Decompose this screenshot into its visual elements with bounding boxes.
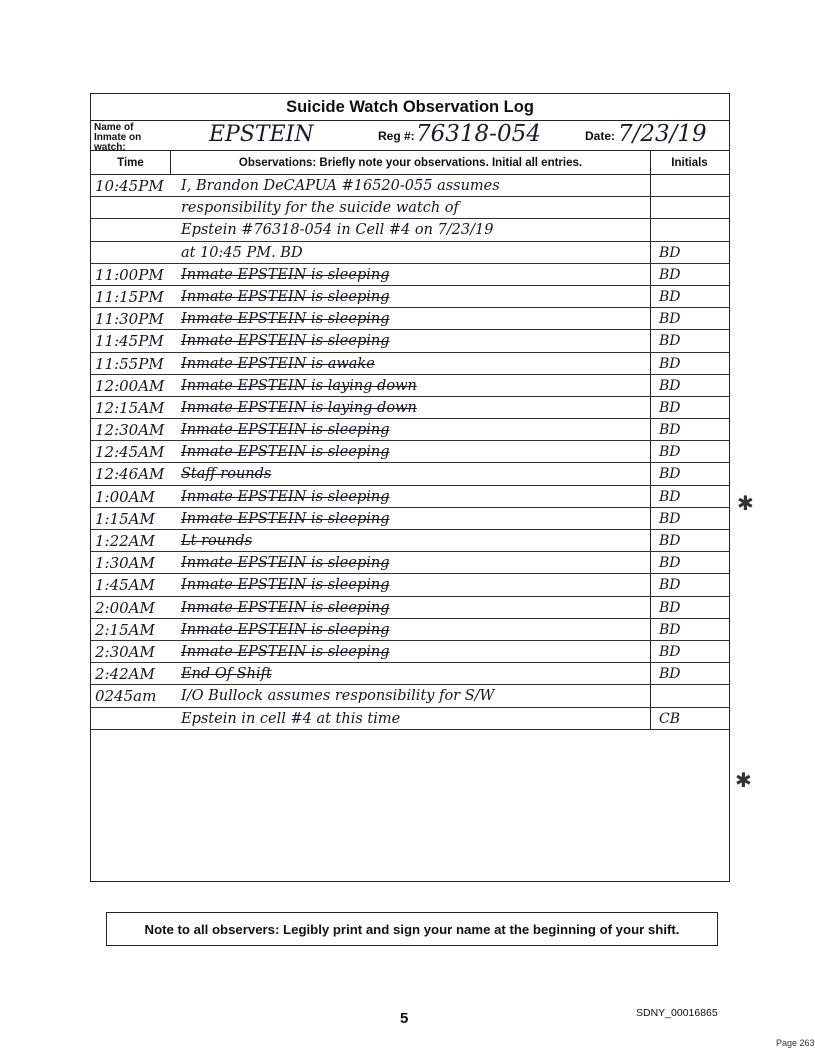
entry-initials: BD (659, 466, 681, 483)
log-entry-row (91, 419, 729, 441)
entry-time: 11:30PM (95, 310, 164, 329)
entry-observation: End Of Shift (171, 663, 651, 684)
entry-observation: Inmate EPSTEIN is laying down (171, 375, 651, 396)
entry-time: 2:42AM (95, 665, 155, 684)
entry-observation: Inmate EPSTEIN is awake (171, 353, 651, 374)
entry-observation: Inmate EPSTEIN is sleeping (171, 619, 651, 640)
log-entry-row (91, 353, 729, 375)
entry-initials: CB (659, 710, 680, 727)
entry-initials: BD (659, 266, 681, 283)
entry-time: 1:00AM (95, 487, 155, 506)
entry-initials: BD (659, 577, 681, 594)
entry-time: 0245am (95, 687, 157, 706)
log-entry-row (91, 219, 729, 241)
log-entry-row (91, 597, 729, 619)
log-entry-row (91, 175, 729, 197)
log-entry-row (91, 619, 729, 641)
entry-initials: BD (659, 621, 681, 638)
entry-observation: Inmate EPSTEIN is sleeping (171, 264, 651, 285)
log-entry-row (91, 197, 729, 219)
entry-initials: BD (659, 333, 681, 350)
inmate-info-row (91, 121, 729, 151)
log-entry-row (91, 486, 729, 508)
entry-initials: BD (659, 533, 681, 549)
entry-time: 2:00AM (95, 598, 155, 617)
entry-initials (651, 219, 728, 240)
entry-time: 12:30AM (95, 421, 165, 440)
log-entry-row (91, 530, 729, 552)
entry-observation: Inmate EPSTEIN is sleeping (171, 308, 651, 329)
page-reference: Page 263 (776, 1038, 815, 1048)
entry-time (91, 242, 171, 263)
entry-time: 11:45PM (95, 332, 164, 351)
entry-initials: BD (659, 355, 681, 372)
entry-observation: Inmate EPSTEIN is sleeping (171, 419, 651, 440)
entry-time: 1:22AM (95, 532, 155, 550)
entry-observation: Inmate EPSTEIN is laying down (171, 397, 651, 418)
entry-time: 1:15AM (95, 509, 155, 528)
log-entry-row (91, 685, 729, 707)
entry-time: 2:30AM (95, 642, 155, 661)
entry-initials (651, 197, 728, 218)
reg-number: 76318-054 (416, 121, 541, 147)
entry-observation: at 10:45 PM. BD (171, 242, 651, 263)
entry-time: 11:15PM (95, 287, 164, 306)
log-entry-row (91, 641, 729, 663)
entry-observation: Epstein in cell #4 at this time (171, 708, 651, 729)
entry-observation: Inmate EPSTEIN is sleeping (171, 441, 651, 462)
log-date: 7/23/19 (618, 121, 707, 147)
entry-observation: responsibility for the suicide watch of (171, 197, 651, 218)
entry-time: 10:45PM (95, 177, 164, 195)
entry-observation: Inmate EPSTEIN is sleeping (171, 508, 651, 529)
entry-initials: BD (659, 643, 681, 660)
entry-time: 11:55PM (95, 354, 164, 373)
entry-observation: Inmate EPSTEIN is sleeping (171, 330, 651, 351)
inmate-name: EPSTEIN (209, 122, 314, 147)
asterisk-mark: ✱ (737, 491, 754, 515)
log-entry-row (91, 663, 729, 685)
log-entry-row (91, 375, 729, 397)
col-initials-header: Initials (671, 156, 708, 169)
log-entry-row (91, 441, 729, 463)
entry-initials (651, 175, 728, 196)
log-title: Suicide Watch Observation Log (91, 94, 729, 121)
entry-time: 12:45AM (95, 443, 165, 462)
entry-observation: Lt rounds (171, 530, 651, 551)
entry-observation: Inmate EPSTEIN is sleeping (171, 552, 651, 573)
entry-observation: Inmate EPSTEIN is sleeping (171, 597, 651, 618)
entry-observation: Inmate EPSTEIN is sleeping (171, 486, 651, 507)
log-entry-row (91, 286, 729, 308)
log-entry-row (91, 463, 729, 485)
entry-time: 12:00AM (95, 376, 165, 395)
name-label: Name of Inmate on watch: (94, 122, 142, 153)
entry-time (91, 708, 171, 729)
entry-observation: Staff rounds (171, 463, 651, 484)
entry-initials: BD (659, 422, 681, 439)
log-entries (91, 175, 729, 730)
entry-initials: BD (659, 444, 681, 461)
log-entry-row (91, 264, 729, 286)
entry-initials: BD (659, 377, 681, 394)
entry-observation: Epstein #76318-054 in Cell #4 on 7/23/19 (171, 219, 651, 240)
log-entry-row (91, 552, 729, 574)
log-entry-row (91, 242, 729, 264)
asterisk-mark: ✱ (735, 768, 752, 792)
column-headers (91, 151, 729, 175)
log-entry-row (91, 308, 729, 330)
reg-label: Reg #: (378, 129, 415, 143)
entry-time: 1:30AM (95, 554, 155, 573)
log-entry-row (91, 330, 729, 352)
entry-initials: BD (659, 311, 681, 328)
log-entry-row (91, 708, 729, 730)
entry-initials: BD (659, 510, 681, 527)
entry-initials: BD (659, 488, 681, 505)
page-number: 5 (400, 1010, 409, 1027)
observation-log-table (90, 93, 730, 882)
entry-observation: Inmate EPSTEIN is sleeping (171, 286, 651, 307)
observer-note: Note to all observers: Legibly print and sign your name at the beginning of your shift. (106, 912, 718, 946)
entry-time: 12:15AM (95, 398, 165, 417)
log-entry-row (91, 574, 729, 596)
entry-time: 1:45AM (95, 576, 155, 595)
entry-initials: BD (659, 599, 681, 616)
bates-number: SDNY_00016865 (636, 1007, 718, 1019)
entry-time: 11:00PM (95, 265, 164, 284)
entry-initials (651, 685, 728, 706)
entry-time: 2:15AM (95, 620, 155, 639)
entry-observation: Inmate EPSTEIN is sleeping (171, 641, 651, 662)
entry-observation: Inmate EPSTEIN is sleeping (171, 574, 651, 595)
entry-initials: BD (659, 244, 681, 261)
entry-observation: I, Brandon DeCAPUA #16520-055 assumes (171, 175, 651, 196)
entry-time: 12:46AM (95, 465, 165, 484)
entry-initials: BD (659, 666, 681, 683)
entry-time (91, 197, 171, 218)
col-time-header: Time (91, 151, 171, 174)
log-entry-row (91, 508, 729, 530)
log-entry-row (91, 397, 729, 419)
entry-initials: BD (659, 399, 681, 416)
date-label: Date: (585, 129, 616, 143)
entry-initials: BD (659, 555, 681, 572)
entry-observation: I/O Bullock assumes responsibility for S/W (171, 685, 651, 706)
col-observations-header: Observations: Briefly note your observations. Initial all entries. (171, 151, 651, 174)
entry-time (91, 219, 171, 240)
entry-initials: BD (659, 288, 681, 305)
